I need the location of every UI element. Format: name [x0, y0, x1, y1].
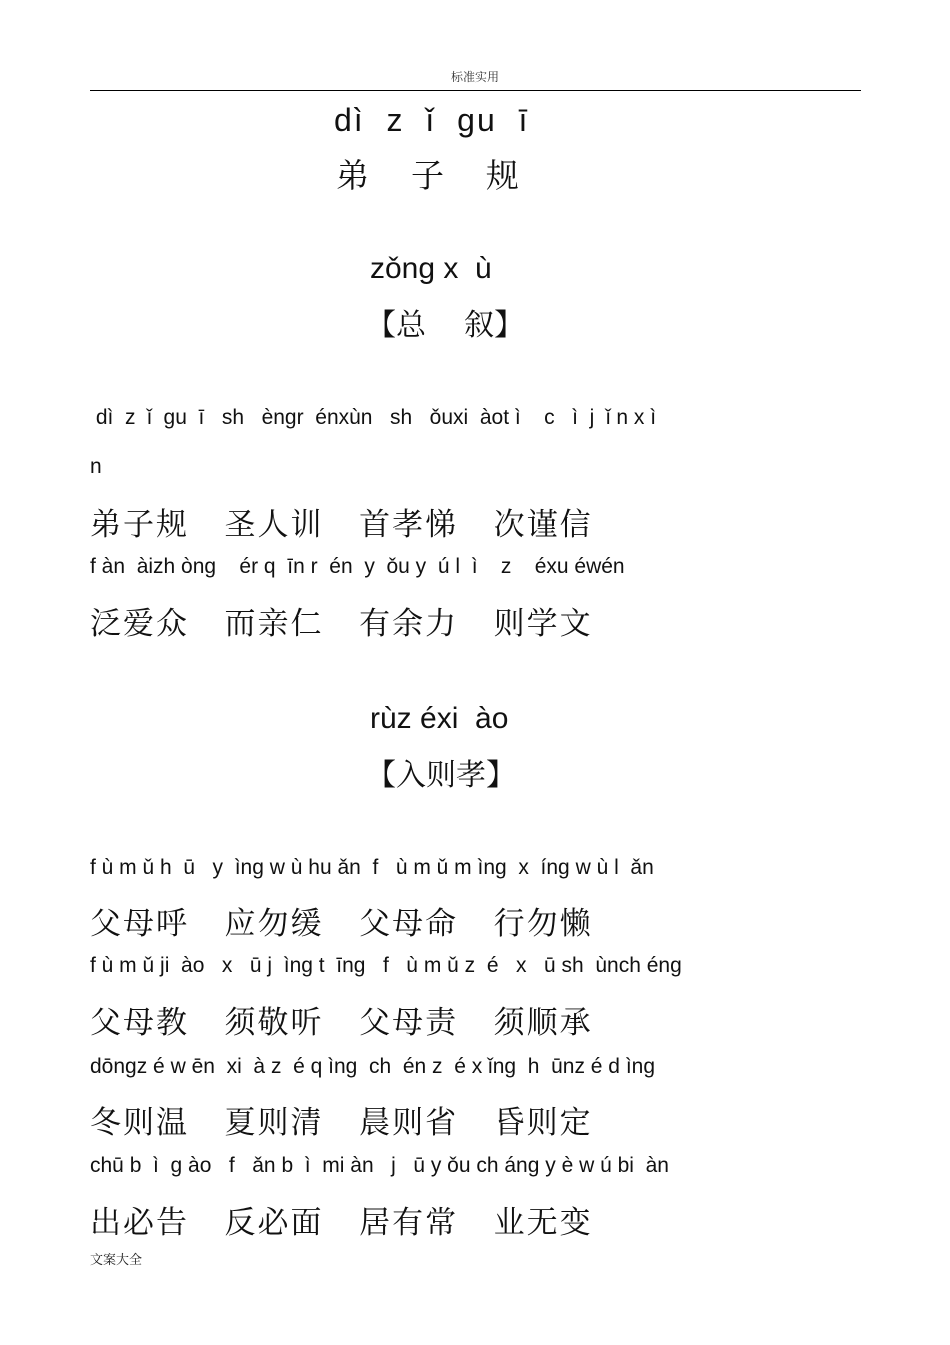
pinyin-line: f ù m ǔ ji ào x ū j ìng t īng f ù m ǔ z é x ū sh ùnch éng [90, 954, 682, 977]
section-heading: 【总 叙】 [366, 308, 525, 343]
header-divider [90, 90, 861, 91]
page-footer: 文案大全 [90, 1253, 143, 1268]
verse-line: 出必告 反必面 居有常 业无变 [90, 1205, 593, 1241]
section-heading: 【入则孝】 [366, 758, 516, 793]
pinyin-line: dì z ǐ gu ī sh èngr énxùn sh ǒuxi àot ì c ì j ǐ n x ì [90, 406, 657, 429]
verse-line: 父母呼 应勿缓 父母命 行勿懒 [90, 906, 593, 942]
pinyin-line: dōngz é w ēn xi à z é q ìng ch én z é x ǐng h ūnz é d ìng [90, 1055, 656, 1078]
page-header: 标准实用 [450, 70, 499, 84]
pinyin-line: n [90, 455, 102, 478]
pinyin-line: f àn àizh òng ér q īn r én y ǒu y ú l ì z éxu éwén [90, 555, 625, 578]
verse-line: 弟子规 圣人训 首孝悌 次谨信 [90, 507, 593, 543]
title-pinyin: dì z ǐ gu ī [334, 102, 530, 138]
section-pinyin: rùz éxi ào [370, 702, 509, 735]
section-pinyin: zǒng x ù [370, 252, 492, 285]
pinyin-line: f ù m ǔ h ū y ìng w ù hu ǎn f ù m ǔ m ìng x íng w ù l ǎn [90, 856, 654, 879]
verse-line: 冬则温 夏则清 晨则省 昏则定 [90, 1105, 593, 1141]
verse-line: 父母教 须敬听 父母责 须顺承 [90, 1005, 593, 1041]
title-hanzi: 弟 子 规 [336, 156, 519, 195]
pinyin-line: chū b ì g ào f ǎn b ì mi àn j ū y ǒu ch áng y è w ú bi àn [90, 1154, 669, 1177]
verse-line: 泛爱众 而亲仁 有余力 则学文 [90, 606, 593, 642]
